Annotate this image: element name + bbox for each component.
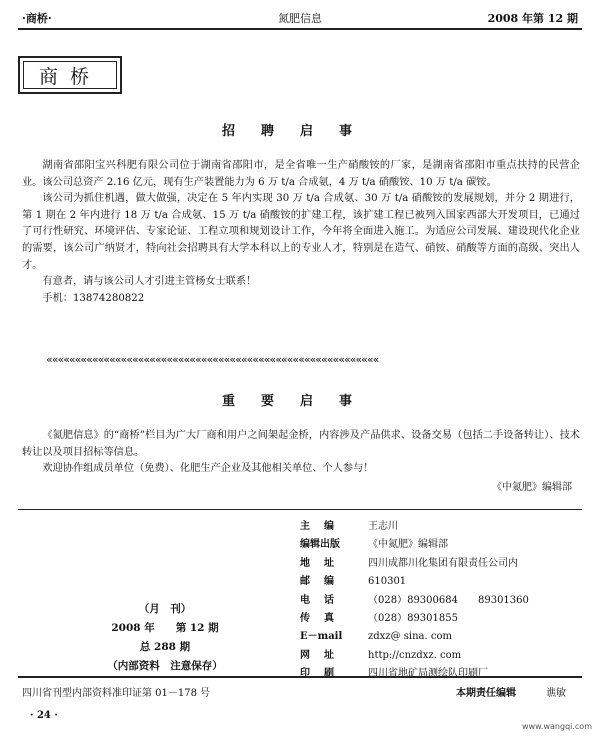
recruit-phone: 手机：13874280822 xyxy=(42,292,145,304)
masthead-row: 电 话 （028）89300684 89301360 xyxy=(300,594,529,606)
masthead xyxy=(300,518,529,684)
notice-signature: 《中氮肥》编辑部 xyxy=(492,482,572,493)
recruit-body xyxy=(22,158,580,307)
recruit-paragraph: 有意者，请与该公司人才引进主管杨女士联系！ xyxy=(42,276,257,288)
recruit-paragraph: 该公司为抓住机遇，做大做强，决定在 5 年内实现 30 万 t/a 合成氨、30 万 t/a 硝酸铵的发展规划，并分 2 期进行，第 1 期在 2 年内进行 18 万 t/a 合成氨、15 万 t/a 硝酸铵的扩建工程，该扩建工程已被列入国家西部大开发项目，已通过了可行性研究、环境评估、专家论证、工程立项和规划设计工作，今年将全面进入施工。为适应公司发展、建设现代化企业的需要，该公司广纳贤才，特向社会招聘具有大学本科以上的专业人才，特别是在造气、硝铵、硝酸等方面的高级、突出人才。 xyxy=(22,193,580,271)
masthead-row: 邮 编 610301 xyxy=(300,576,407,588)
editor-label: 本期责任编辑 xyxy=(456,688,516,699)
notice-body xyxy=(22,428,580,478)
volume-note: （内部资料 注意保存） xyxy=(107,660,223,672)
notice-paragraph: 《氮肥信息》的“商桥”栏目为广大厂商和用户之间架起金桥，内容涉及产品供求、设备交易（包括二手设备转让）、技术转让以及项目招标等信息。 xyxy=(22,430,580,458)
recruit-paragraph: 湖南省邵阳宝兴科肥有限公司位于湖南省邵阳市，是全省唯一生产硝酸铵的厂家，是湖南省邵阳市重点扶持的民营企业。该公司总资产 2.16 亿元，现有生产装置能力为 6 万 t/a 合成氨，4 万 t/a 硝酸铵、10 万 t/a 碳铵。 xyxy=(22,160,580,188)
header-rule xyxy=(18,28,582,30)
masthead-row: 编辑出版 《中氮肥》编辑部 xyxy=(300,539,448,551)
footer-rule xyxy=(18,676,582,678)
section-stamp: 商桥 xyxy=(18,56,122,94)
masthead-row: 网 址 http://cnzdxz. com xyxy=(300,649,462,661)
section-header: ·商桥· xyxy=(22,12,52,25)
journal-name: 氮肥信息 xyxy=(278,12,322,25)
masthead-row: E－mail zdxz@ sina. com xyxy=(300,631,452,643)
recruit-title: 招聘启事 xyxy=(221,124,378,139)
volume-info xyxy=(80,600,250,676)
watermark: www.wangqi.com xyxy=(522,722,592,731)
masthead-row: 印 刷 四川省地矿局测绘队印刷厂 xyxy=(300,668,488,680)
page-number: · 24 · xyxy=(30,710,58,721)
license-number: 四川省刊型内部资料准印证第 01－178 号 xyxy=(22,688,211,699)
masthead-row: 地 址 四川成都川化集团有限责任公司内 xyxy=(300,557,518,569)
notice-title: 重要启事 xyxy=(221,394,378,409)
masthead-row: 主 编 王志川 xyxy=(300,521,398,532)
volume-total: 总 288 期 xyxy=(139,641,191,653)
masthead-rule xyxy=(18,509,582,510)
issue-number: 2008 年第 12 期 xyxy=(487,12,578,25)
chevron-divider: «««««««««««««««««««««««««««««««««««««««««««««««««««««««««« xyxy=(46,353,379,366)
volume-type: （月 刊） xyxy=(138,603,192,615)
notice-paragraph: 欢迎协作组成员单位（免费）、化肥生产企业及其他相关单位、个人参与！ xyxy=(42,463,374,475)
editor-name: 谯敏 xyxy=(546,688,566,699)
masthead-row: 传 真 （028）89301855 xyxy=(300,613,458,625)
volume-issue: 2008 年 第 12 期 xyxy=(111,622,219,634)
